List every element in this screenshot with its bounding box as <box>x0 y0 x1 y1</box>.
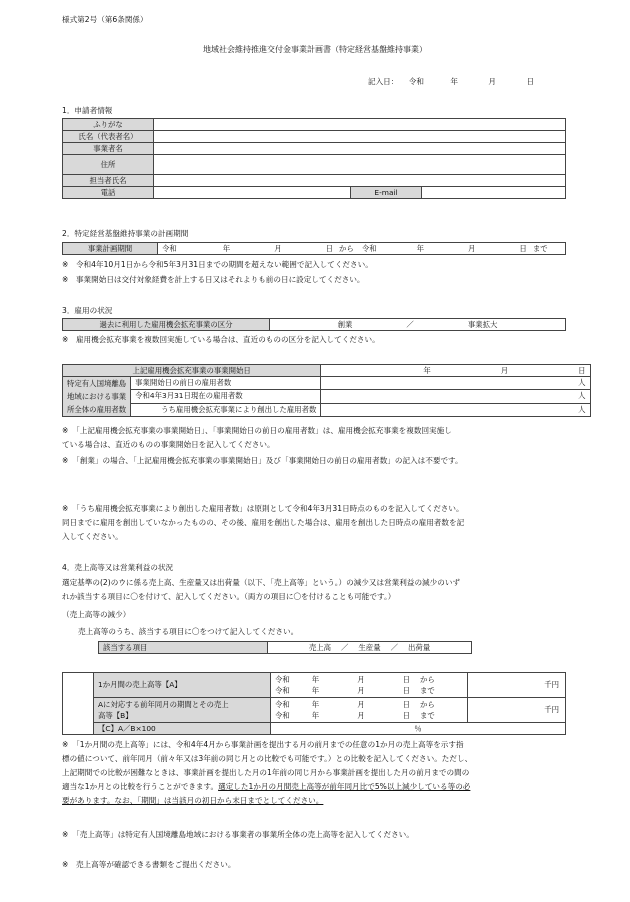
section4-intro-2: れか該当する項目に〇を付けて、記入してください。（両方の項目に〇を付けることも可能です。） <box>62 592 396 601</box>
section3-past-note: ※ 雇用機会拡充事業を複数回実施している場合は、直近のものの区分を記入してください。 <box>62 335 380 344</box>
business-name-label: 事業者名 <box>63 143 154 155</box>
period-day-2: 日 <box>519 243 527 253</box>
item-slash-1: ／ <box>341 642 349 652</box>
past-program-label: 過去に利用した雇用機会拡充事業の区分 <box>63 319 270 331</box>
rowB-unit: 千円 <box>544 705 559 714</box>
period-month-1: 月 <box>274 243 282 253</box>
rowA-month-1: 月 <box>357 675 365 684</box>
section3-heading: 3．雇用の状況 <box>62 306 113 315</box>
section4-note-4b: 選定した1か月の月間売上高等が前年同月比で5%以上減少している等の必 <box>218 782 471 791</box>
rowB-day-2: 日 <box>402 711 411 720</box>
section3-note-2: ている場合は、直近のものの事業開始日を記入してください。 <box>62 440 275 449</box>
section4-sub-heading: （売上高等の減少） <box>62 610 131 619</box>
record-date-label: 記入日： <box>368 77 399 86</box>
section4-note-2: 標の値について、前年同月（前々年又は3年前の同じ月との比較でも可能です。）との比較を記入してください。ただし、 <box>62 754 473 763</box>
past-program-table <box>62 318 566 331</box>
period-from: から <box>339 243 354 253</box>
section4-note-docs: ※ 売上高等が確認できる書類をご提出ください。 <box>62 860 236 869</box>
emp-row-label-1: 事業開始日の前日の雇用者数 <box>131 377 321 390</box>
period-until: まで <box>532 243 548 253</box>
period-era-1: 令和 <box>162 243 177 253</box>
sales-marker-cell[interactable] <box>63 673 94 735</box>
rowB-era-2: 令和 <box>275 711 290 720</box>
business-name-field[interactable] <box>154 143 566 155</box>
rowB-label-line-2: 高等【B】 <box>98 711 133 720</box>
item-shipment: 出荷量 <box>408 642 431 652</box>
section4-sub-intro: 売上高等のうち、該当する項目に〇をつけて記入してください。 <box>78 627 299 636</box>
section4-intro-1: 選定基準の(2)のウに係る売上高、生産量又は出荷量（以下、「売上高等」という。）の減少又は営業利益の減少のいず <box>62 578 461 587</box>
name-label: 氏名（代表者名） <box>63 131 154 143</box>
phone-label: 電話 <box>63 187 154 199</box>
sales-table <box>62 672 566 735</box>
record-date <box>368 76 534 87</box>
rowA-unit: 千円 <box>544 680 559 689</box>
emp-row-field-3[interactable] <box>321 403 590 416</box>
item-slash-2: ／ <box>390 642 398 652</box>
section3-note2-2: 同日までに雇用を創出していなかったものの、その後、雇用を創出した場合は、雇用を創出した日時点の雇用者数を記 <box>62 518 465 527</box>
item-label: 該当する項目 <box>99 642 268 654</box>
section3-note-3: ※ 「創業」の場合、「上記雇用機会拡充事業の事業開始日」及び「事業開始日の前日の雇用者数」の記入は不要です。 <box>62 456 463 465</box>
section4-note-1: ※ 「1か月間の売上高等」には、令和4年4月から事業計画を提出する月の前月までの任意の1か月の売上高等を示す指 <box>62 740 464 749</box>
rowB-month-2: 月 <box>357 711 365 720</box>
section4-note-sales: ※ 「売上高等」は特定有人国境離島地域における事業者の事業所全体の売上高等を記入してください。 <box>62 830 414 839</box>
record-date-month: 月 <box>488 77 497 86</box>
rowC-value[interactable] <box>271 723 566 735</box>
section3-note2-3: 入してください。 <box>62 532 123 541</box>
emp-label-line-3: 所全体の雇用者数 <box>67 405 127 414</box>
rowA-value[interactable] <box>468 673 566 698</box>
rowB-until: まで <box>420 711 435 720</box>
furigana-label: ふりがな <box>63 119 154 131</box>
email-field[interactable] <box>422 187 566 199</box>
rowB-label-line-1: Aに対応する前年同月の期間とその売上 <box>98 700 229 709</box>
applicant-table <box>62 118 566 199</box>
section4-note-3: 上記期間での比較が困難なときは、事業計画を提出した月の1年前の同じ月から事業計画を提出した月の前月までの間の <box>62 768 470 777</box>
phone-field[interactable] <box>154 187 351 199</box>
period-month-2: 月 <box>468 243 476 253</box>
address-field[interactable] <box>154 155 566 175</box>
rowB-from: から <box>420 700 435 709</box>
rowA-label: 1か月間の売上高等【A】 <box>94 673 271 698</box>
emp-unit-2: 人 <box>578 391 586 401</box>
rowB-label <box>94 698 271 723</box>
record-date-era: 令和 <box>408 77 424 86</box>
start-month: 月 <box>500 365 509 375</box>
item-options[interactable] <box>268 642 472 654</box>
rowA-from: から <box>420 675 435 684</box>
plan-period-label: 事業計画期間 <box>63 243 158 255</box>
rowC-unit: ％ <box>414 723 422 733</box>
period-year-2: 年 <box>416 243 425 253</box>
emp-unit-1: 人 <box>578 378 586 388</box>
rowA-day-2: 日 <box>402 686 411 695</box>
past-program-field[interactable] <box>270 319 566 331</box>
item-production: 生産量 <box>358 642 381 652</box>
section4-note-5: 要があります。なお、「期間」は当該月の初日から末日までとしてください。 <box>62 796 324 805</box>
start-day: 日 <box>578 365 586 375</box>
section4-heading: 4．売上高等又は営業利益の状況 <box>62 563 174 572</box>
section2-note-1: ※ 令和4年10月1日から令和5年3月31日までの期間を超えない範囲で記入してください。 <box>62 260 373 269</box>
emp-unit-3: 人 <box>578 404 586 414</box>
rowB-era-1: 令和 <box>275 700 290 709</box>
rowA-year-1: 年 <box>311 675 320 684</box>
rowB-month-1: 月 <box>357 700 365 709</box>
option-founding: 創業 <box>337 319 353 329</box>
rowB-day-1: 日 <box>402 700 411 709</box>
period-era-2: 令和 <box>361 243 377 253</box>
name-field[interactable] <box>154 131 566 143</box>
contact-name-field[interactable] <box>154 175 566 187</box>
rowA-month-2: 月 <box>357 686 365 695</box>
rowA-year-2: 年 <box>311 686 320 695</box>
rowC-label: 【C】A／B×100 <box>94 723 271 735</box>
employee-count-label <box>63 377 131 417</box>
contact-name-label: 担当者氏名 <box>63 175 154 187</box>
rowA-until: まで <box>420 686 435 695</box>
address-label: 住所 <box>63 155 154 175</box>
start-year: 年 <box>423 365 431 375</box>
form-number: 様式第2号（第6条関係） <box>62 15 148 24</box>
rowA-day-1: 日 <box>402 675 411 684</box>
item-select-table <box>98 641 472 654</box>
rowB-year-2: 年 <box>311 711 320 720</box>
section3-note-1: ※ 「上記雇用機会拡充事業の事業開始日」、「事業開始日の前日の雇用者数」は、雇用機会拡充事業を複数回実施し <box>62 426 452 435</box>
emp-row-field-1[interactable] <box>321 377 590 390</box>
rowA-period[interactable] <box>271 673 468 698</box>
email-label: E-mail <box>351 187 422 199</box>
rowB-period[interactable] <box>271 698 468 723</box>
section4-note-4a: 適当な1か月との比較を行うことができます。 <box>62 782 219 791</box>
page-title: 地域社会維持推進交付金事業計画書（特定経営基盤維持事業） <box>203 45 427 54</box>
rowA-era-1: 令和 <box>275 675 290 684</box>
furigana-field[interactable] <box>154 119 566 131</box>
item-sales: 売上高 <box>308 642 331 652</box>
section4-note-4 <box>62 780 470 793</box>
record-date-day: 日 <box>526 77 535 86</box>
emp-label-line-2: 地域における事業 <box>67 392 127 401</box>
rowB-year-1: 年 <box>311 700 320 709</box>
emp-row-field-2[interactable] <box>321 390 590 403</box>
emp-row-label-2: 令和4年3月31日現在の雇用者数 <box>131 390 321 403</box>
section2-note-2: ※ 事業開始日は交付対象経費を計上する日又はそれよりも前の日に設定してください。 <box>62 275 365 284</box>
plan-period-table <box>62 242 566 255</box>
employment-table <box>62 364 591 417</box>
emp-label-line-1: 特定有人国境離島 <box>67 379 127 388</box>
start-date-field[interactable] <box>321 365 590 377</box>
section2-heading: 2．特定経営基盤維持事業の計画期間 <box>62 229 189 238</box>
period-year-1: 年 <box>222 243 231 253</box>
period-day-1: 日 <box>325 243 334 253</box>
section1-heading: 1．申請者情報 <box>62 106 113 115</box>
section3-note2-1: ※ 「うち雇用機会拡充事業により創出した雇用者数」は原則として令和4年3月31日時点のものを記入してください。 <box>62 504 464 513</box>
record-date-year: 年 <box>450 77 458 86</box>
option-expansion: 事業拡大 <box>467 319 498 329</box>
option-slash: ／ <box>406 319 414 329</box>
start-date-label: 上記雇用機会拡充事業の事業開始日 <box>63 365 321 377</box>
rowB-value[interactable] <box>468 698 566 723</box>
plan-period-field[interactable] <box>158 243 566 255</box>
emp-row-label-3: うち雇用機会拡充事業により創出した雇用者数 <box>131 403 321 416</box>
rowA-era-2: 令和 <box>275 686 290 695</box>
